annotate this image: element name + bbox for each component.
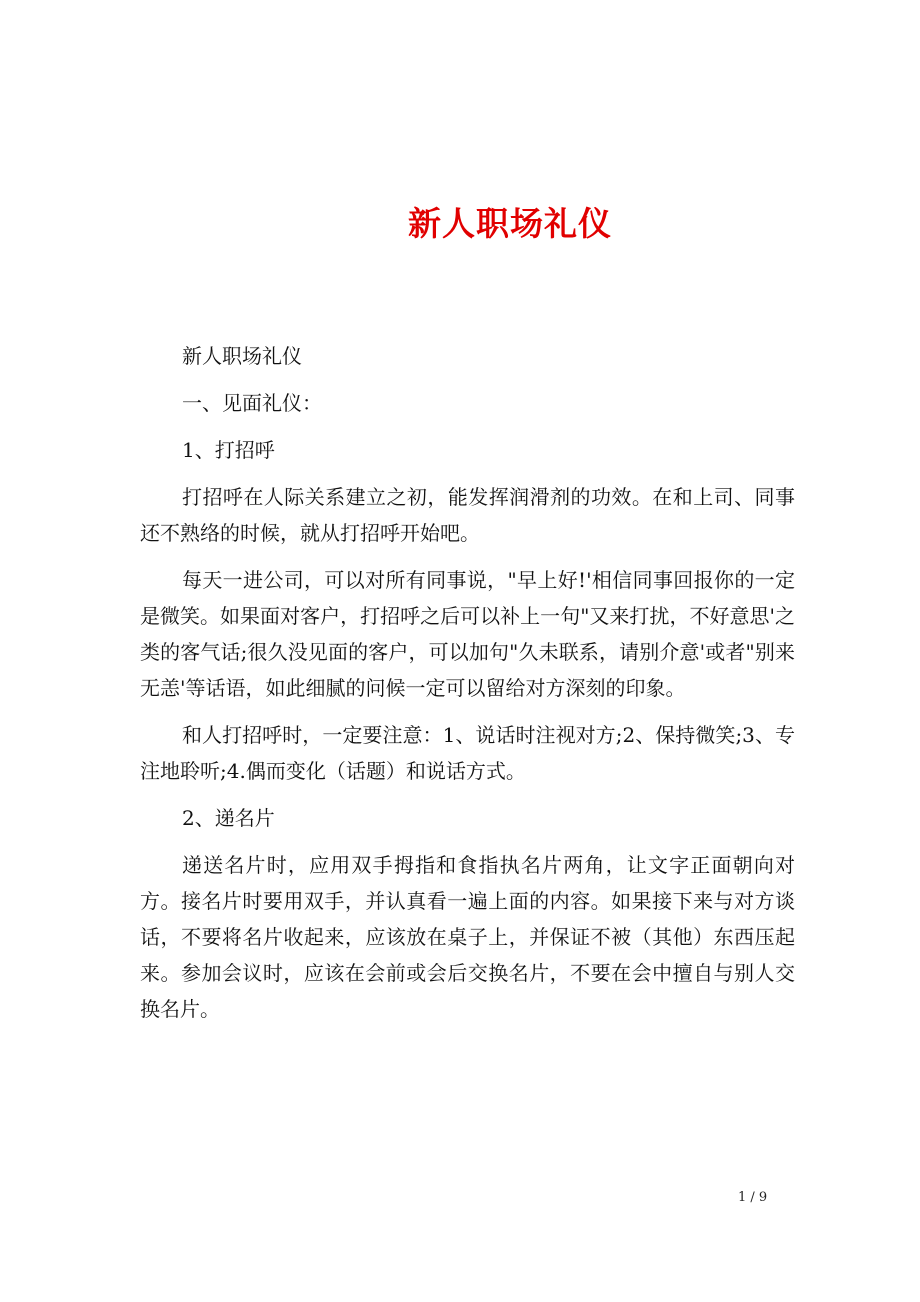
paragraph-greeting-daily: 每天一进公司，可以对所有同事说，"早上好!'相信同事回报你的一定是微笑。如果面对客户，打招呼之后可以补上一句"又来打扰，不好意思'之类的客气话;很久没见面的客户，可以加句"久未联系，请别介意'或者"别来无恙'等话语，如此细腻的问候一定可以留给对方深刻的印象。 (140, 568, 795, 700)
section-heading-meeting-etiquette: 一、见面礼仪： (182, 391, 322, 415)
paragraph-business-card: 递送名片时，应用双手拇指和食指执名片两角，让文字正面朝向对方。接名片时要用双手，并认真看一遍上面的内容。如果接下来与对方谈话，不要将名片收起来，应该放在桌子上，并保证不被（其他）东西压起来。参加会议时，应该在会前或会后交换名片，不要在会中擅自与别人交换名片。 (140, 853, 795, 1021)
subsection-heading-greeting: 1、打招呼 (182, 438, 275, 462)
paragraph-greeting-notes: 和人打招呼时，一定要注意：1、说话时注视对方;2、保持微笑;3、专注地聆听;4.偶而变化（话题）和说话方式。 (140, 723, 795, 783)
paragraph-greeting-intro: 打招呼在人际关系建立之初，能发挥润滑剂的功效。在和上司、同事还不熟络的时候，就从打招呼开始吧。 (140, 485, 795, 545)
page-number: 1 / 9 (738, 1190, 768, 1205)
paragraph-heading: 新人职场礼仪 (182, 344, 302, 368)
document-title: 新人职场礼仪 (408, 204, 612, 243)
subsection-heading-business-card: 2、递名片 (182, 806, 275, 830)
document-body (140, 338, 795, 1038)
